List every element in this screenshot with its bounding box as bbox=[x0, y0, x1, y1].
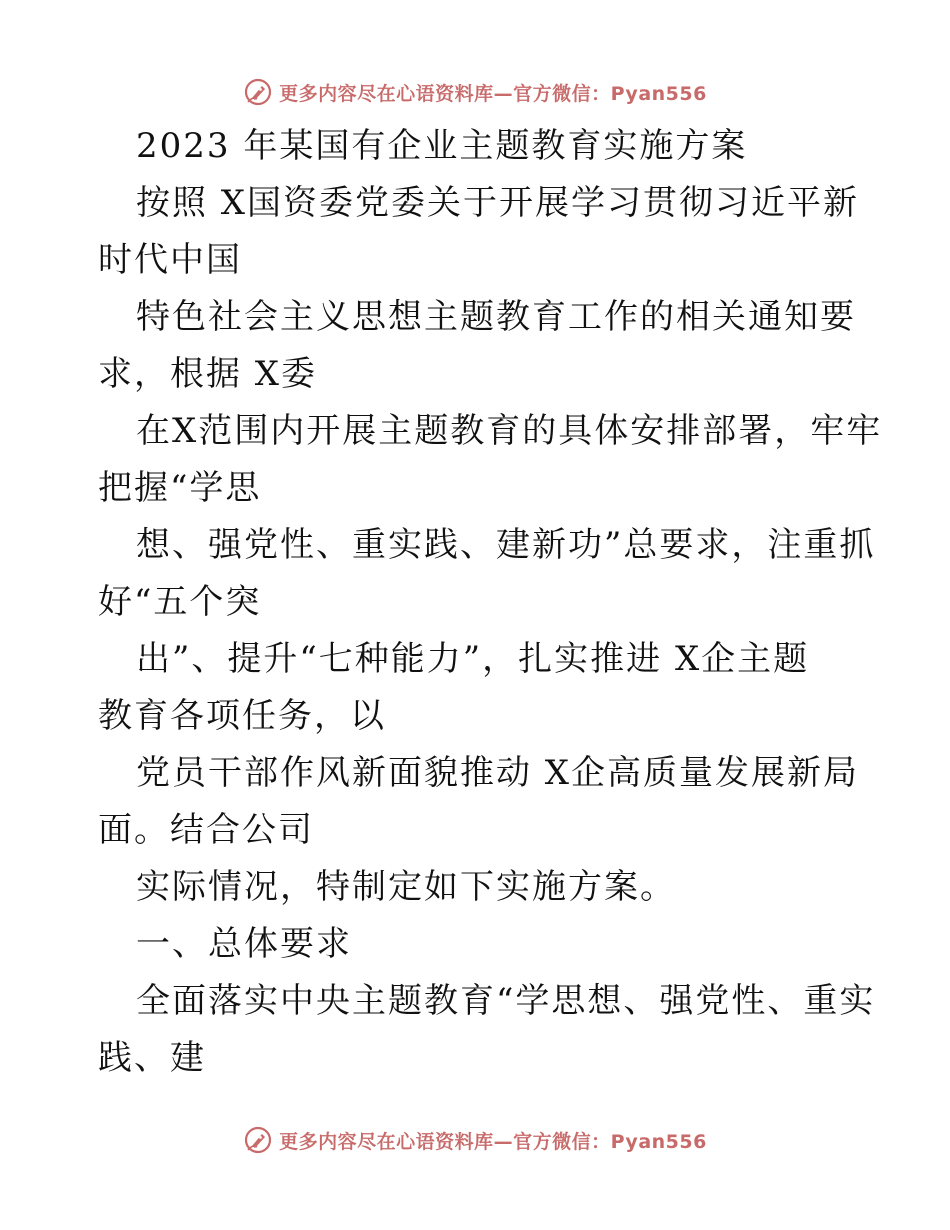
paragraph-line: 党员干部作风新面貌推动 X企高质量发展新局 bbox=[136, 753, 860, 793]
paragraph-line: 把握“学思 bbox=[98, 468, 262, 508]
paragraph-line: 在X范围内开展主题教育的具体安排部署，牢牢 bbox=[136, 411, 883, 451]
paragraph-line: 求，根据 X委 bbox=[98, 354, 318, 394]
footer-watermark bbox=[0, 1120, 950, 1160]
paragraph-line: 按照 X国资委党委关于开展学习贯彻习近平新 bbox=[136, 183, 860, 223]
paragraph-line: 实际情况，特制定如下实施方案。 bbox=[136, 867, 676, 907]
paragraph-line: 全面落实中央主题教育“学思想、强党性、重实 bbox=[136, 981, 876, 1021]
paragraph-line: 好“五个突 bbox=[98, 582, 262, 622]
paragraph-line: 出”、提升“七种能力”，扎实推进 X企主题 bbox=[136, 639, 810, 679]
paragraph-line: 践、建 bbox=[98, 1038, 206, 1078]
paragraph-line: 想、强党性、重实践、建新功”总要求，注重抓 bbox=[136, 525, 876, 565]
paragraph-line: 面。结合公司 bbox=[98, 810, 314, 850]
paragraph-line: 教育各项任务，以 bbox=[98, 696, 386, 736]
paragraph-line: 特色社会主义思想主题教育工作的相关通知要 bbox=[136, 297, 856, 337]
document-title: 2023 年某国有企业主题教育实施方案 bbox=[136, 126, 748, 166]
document-body bbox=[98, 118, 883, 1087]
watermark-text: 更多内容尽在心语资料库—官方微信：Pyan556 bbox=[279, 82, 707, 105]
section-heading: 一、总体要求 bbox=[136, 924, 352, 964]
header-watermark bbox=[0, 72, 950, 112]
watermark-text: 更多内容尽在心语资料库—官方微信：Pyan556 bbox=[279, 1130, 707, 1153]
paragraph-line: 时代中国 bbox=[98, 240, 242, 280]
pen-nib-seal-icon bbox=[243, 77, 273, 107]
pen-nib-seal-icon bbox=[243, 1125, 273, 1155]
